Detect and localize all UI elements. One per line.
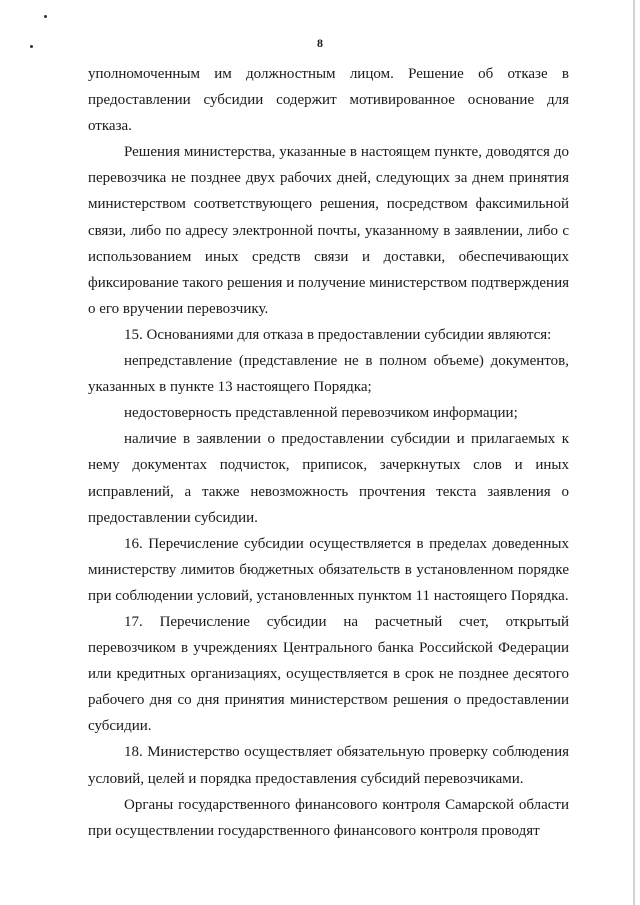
scan-dot-top <box>44 15 47 18</box>
paragraph: непредставление (представление не в полном объеме) документов, указанных в пункте 13 настоящего Порядка; <box>88 353 569 396</box>
paragraph: Решения министерства, указанные в настоящем пункте, доводятся до перевозчика не позднее двух рабочих дней, следующих за днем принятия министерством соответствующего решения, посредством факсимильной связи, либо по адресу электронной почты, указанному в заявлении, либо с использованием иных средств связи и доставки, обеспечивающих фиксирование такого решения и получение министерством подтверждения о его вручении перевозчику. <box>88 144 569 317</box>
paragraph: 17. Перечисление субсидии на расчетный счет, открытый перевозчиком в учреждениях Центрального банка Российской Федерации или кредитных организациях, осуществляется в срок не позднее десятого рабочего дня со дня принятия министерством решения о предоставлении субсидии. <box>88 613 569 735</box>
document-body <box>88 61 569 844</box>
paragraph: 18. Министерство осуществляет обязательную проверку соблюдения условий, целей и порядка предоставления субсидий перевозчиками. <box>88 744 569 787</box>
paragraph: наличие в заявлении о предоставлении субсидии и прилагаемых к нему документах подчисток, приписок, зачеркнутых слов и иных исправлений, а также невозможность прочтения текста заявления о предоставлении субсидии. <box>88 431 569 526</box>
paragraph: уполномоченным им должностным лицом. Решение об отказе в предоставлении субсидии содержит мотивированное основание для отказа. <box>88 66 569 135</box>
scan-dot-left <box>30 45 33 48</box>
paragraph: Органы государственного финансового контроля Самарской области при осуществлении государственного финансового контроля проводят <box>88 796 569 839</box>
paragraph: 16. Перечисление субсидии осуществляется в пределах доведенных министерству лимитов бюджетных обязательств в установленном порядке при соблюдении условий, установленных пунктом 11 настоящего Порядка. <box>88 535 569 604</box>
page-number: 8 <box>317 36 323 50</box>
paragraph: недостоверность представленной перевозчиком информации; <box>124 405 518 422</box>
paragraph: 15. Основаниями для отказа в предоставлении субсидии являются: <box>124 326 552 343</box>
scan-edge-line <box>633 0 635 905</box>
